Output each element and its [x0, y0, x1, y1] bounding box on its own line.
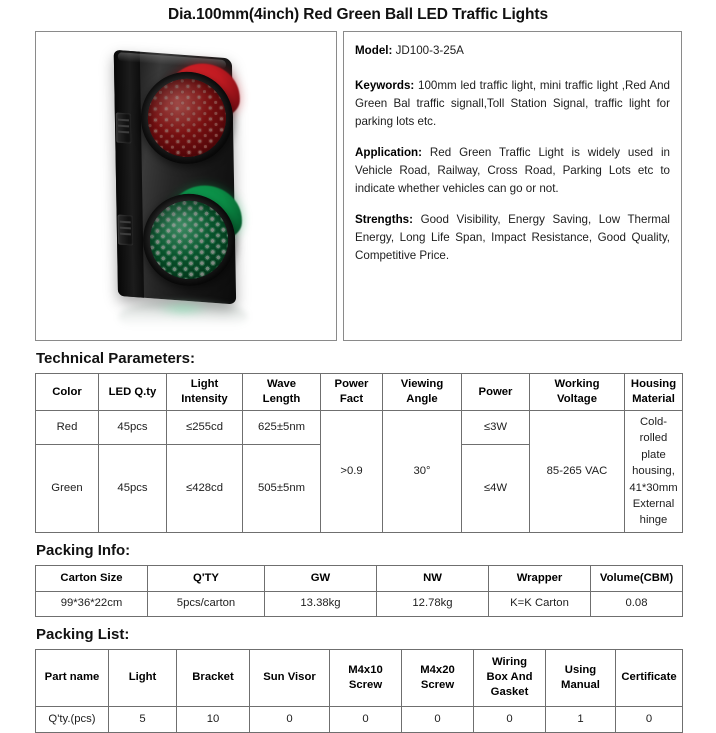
cell-viewing-angle: 30°: [383, 411, 462, 533]
cell-led-qty-green: 45pcs: [99, 445, 167, 532]
keywords-label: Keywords:: [355, 78, 415, 92]
th-bracket: Bracket: [177, 649, 250, 706]
keywords-value: 100mm led traffic light, mini traffic light ,Red And Green Bal traffic signall,Toll Station Signal, traffic light for parking lots etc.: [355, 78, 670, 128]
th-sun-visor: Sun Visor: [250, 649, 330, 706]
th-viewing-angle: Viewing Angle: [383, 374, 462, 411]
th-wave-length: Wave Length: [243, 374, 321, 411]
cell-m4x10-qty: 0: [330, 706, 402, 732]
cell-light-intensity-red: ≤255cd: [167, 411, 243, 445]
th-using-manual: Using Manual: [546, 649, 616, 706]
cell-housing-material: Cold-rolled plate housing, 41*30mm External hinge: [625, 411, 683, 533]
keywords-line: [355, 77, 670, 131]
traffic-light-illustration: [36, 32, 336, 340]
cell-gw: 13.38kg: [265, 591, 377, 616]
cell-qty: 5pcs/carton: [148, 591, 265, 616]
application-value: Red Green Traffic Light is widely used in Vehicle Road, Railway, Cross Road, Parking Lots etc to indicate whether vehicles can go or not.: [355, 145, 670, 195]
cell-color-green: Green: [36, 445, 99, 532]
th-part-name: Part name: [36, 649, 109, 706]
page-title: Dia.100mm(4inch) Red Green Ball LED Traffic Lights: [167, 6, 548, 23]
product-description-panel: [343, 31, 682, 341]
cell-certificate-qty: 0: [616, 706, 683, 732]
packing-info-heading: Packing Info:: [36, 541, 131, 559]
th-led-qty: LED Q.ty: [99, 374, 167, 411]
cell-light-qty: 5: [109, 706, 177, 732]
hinge-clip-lower: [118, 214, 134, 245]
th-wiring-box-gasket: Wiring Box And Gasket: [474, 649, 546, 706]
th-m4x10-screw: M4x10 Screw: [330, 649, 402, 706]
cell-light-intensity-green: ≤428cd: [167, 445, 243, 532]
cell-wiring-box-qty: 0: [474, 706, 546, 732]
cell-nw: 12.78kg: [377, 591, 489, 616]
technical-parameters-table: [35, 373, 683, 533]
model-line: [355, 42, 670, 60]
packing-info-table: [35, 565, 683, 617]
application-line: [355, 144, 670, 198]
cell-carton-size: 99*36*22cm: [36, 591, 148, 616]
th-color: Color: [36, 374, 99, 411]
cell-power-red: ≤3W: [462, 411, 530, 445]
cell-bracket-qty: 10: [177, 706, 250, 732]
cell-volume: 0.08: [591, 591, 683, 616]
hinge-clip-upper: [116, 112, 132, 143]
th-qty: Q'TY: [148, 565, 265, 591]
overview-section: [35, 31, 682, 341]
cell-wave-length-red: 625±5nm: [243, 411, 321, 445]
cell-wave-length-green: 505±5nm: [243, 445, 321, 532]
cell-power-fact: >0.9: [321, 411, 383, 533]
model-label: Model:: [355, 44, 393, 57]
red-lamp: [140, 71, 234, 165]
cell-wrapper: K=K Carton: [489, 591, 591, 616]
strengths-value: Good Visibility, Energy Saving, Low Thermal Energy, Long Life Span, Impact Resistance, Good Quality, Competitive Price.: [355, 212, 670, 262]
cell-row-label: Q'ty.(pcs): [36, 706, 109, 732]
cell-color-red: Red: [36, 411, 99, 445]
table-row: [36, 706, 683, 732]
th-power: Power: [462, 374, 530, 411]
packing-list-heading: Packing List:: [36, 625, 130, 643]
th-working-voltage: Working Voltage: [530, 374, 625, 411]
packing-list-table: [35, 649, 683, 733]
strengths-line: [355, 211, 670, 265]
th-wrapper: Wrapper: [489, 565, 591, 591]
table-header-row: [36, 374, 683, 411]
th-light: Light: [109, 649, 177, 706]
application-label: Application:: [355, 145, 422, 159]
th-light-intensity: Light Intensity: [167, 374, 243, 411]
th-nw: NW: [377, 565, 489, 591]
cell-working-voltage: 85-265 VAC: [530, 411, 625, 533]
cell-power-green: ≤4W: [462, 445, 530, 532]
table-header-row: [36, 649, 683, 706]
cell-sun-visor-qty: 0: [250, 706, 330, 732]
th-m4x20-screw: M4x20 Screw: [402, 649, 474, 706]
table-header-row: [36, 565, 683, 591]
strengths-label: Strengths:: [355, 212, 413, 226]
th-carton-size: Carton Size: [36, 565, 148, 591]
surface-reflection: [118, 300, 248, 334]
th-volume: Volume(CBM): [591, 565, 683, 591]
th-certificate: Certificate: [616, 649, 683, 706]
technical-parameters-heading: Technical Parameters:: [36, 350, 195, 367]
cell-led-qty-red: 45pcs: [99, 411, 167, 445]
model-value: JD100-3-25A: [392, 44, 464, 57]
green-lamp: [142, 193, 236, 287]
product-image-panel: [35, 31, 337, 341]
th-housing-material: Housing Material: [625, 374, 683, 411]
cell-m4x20-qty: 0: [402, 706, 474, 732]
th-gw: GW: [265, 565, 377, 591]
cell-using-manual-qty: 1: [546, 706, 616, 732]
table-row: [36, 411, 683, 445]
table-row: [36, 591, 683, 616]
th-power-fact: Power Fact: [321, 374, 383, 411]
